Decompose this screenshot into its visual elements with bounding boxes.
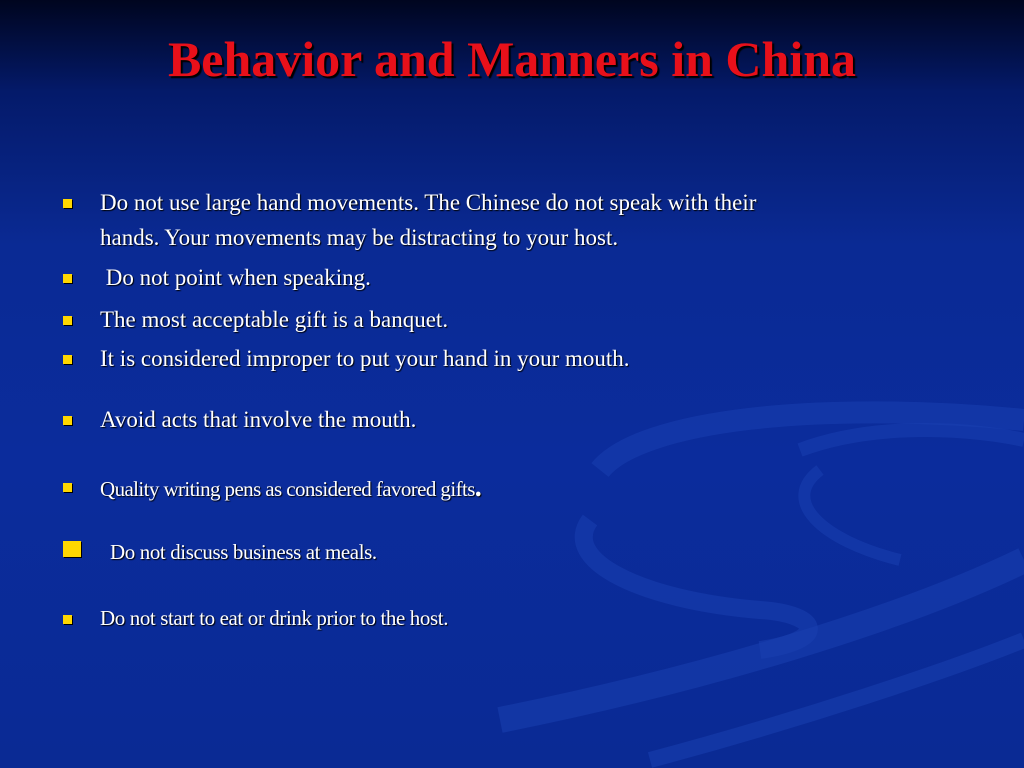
bullet-text: Do not discuss business at meals. bbox=[110, 540, 377, 564]
square-bullet-icon bbox=[63, 355, 72, 364]
bullet-text-period: . bbox=[474, 472, 482, 503]
square-bullet-icon bbox=[63, 483, 72, 492]
bullet-item bbox=[60, 185, 920, 257]
bullet-item bbox=[60, 402, 920, 438]
bullet-text: It is considered improper to put your hand in your mouth. bbox=[100, 346, 630, 371]
bullet-item bbox=[60, 601, 920, 637]
slide-title: Behavior and Manners in China bbox=[167, 31, 857, 87]
bullet-item bbox=[60, 341, 920, 377]
bullet-text-continued: hands. Your movements may be distracting to your host. bbox=[100, 225, 619, 250]
bullet-text: The most acceptable gift is a banquet. bbox=[100, 307, 449, 332]
square-bullet-icon bbox=[63, 615, 72, 624]
bullet-item bbox=[60, 260, 920, 296]
bullet-text: Quality writing pens as considered favored gifts bbox=[100, 477, 475, 501]
bullet-text: Do not use large hand movements. The Chinese do not speak with their bbox=[100, 190, 757, 215]
bullet-item bbox=[60, 302, 920, 338]
bullet-item bbox=[60, 470, 920, 506]
square-bullet-icon bbox=[63, 316, 72, 325]
bullet-text: Do not point when speaking. bbox=[100, 265, 371, 290]
bullet-text: Do not start to eat or drink prior to the host. bbox=[100, 606, 449, 630]
square-bullet-icon bbox=[63, 416, 72, 425]
square-bullet-icon bbox=[63, 199, 72, 208]
bullet-item bbox=[60, 535, 920, 571]
square-bullet-icon bbox=[63, 541, 81, 557]
bullet-text: Avoid acts that involve the mouth. bbox=[100, 407, 417, 432]
square-bullet-icon bbox=[63, 274, 72, 283]
